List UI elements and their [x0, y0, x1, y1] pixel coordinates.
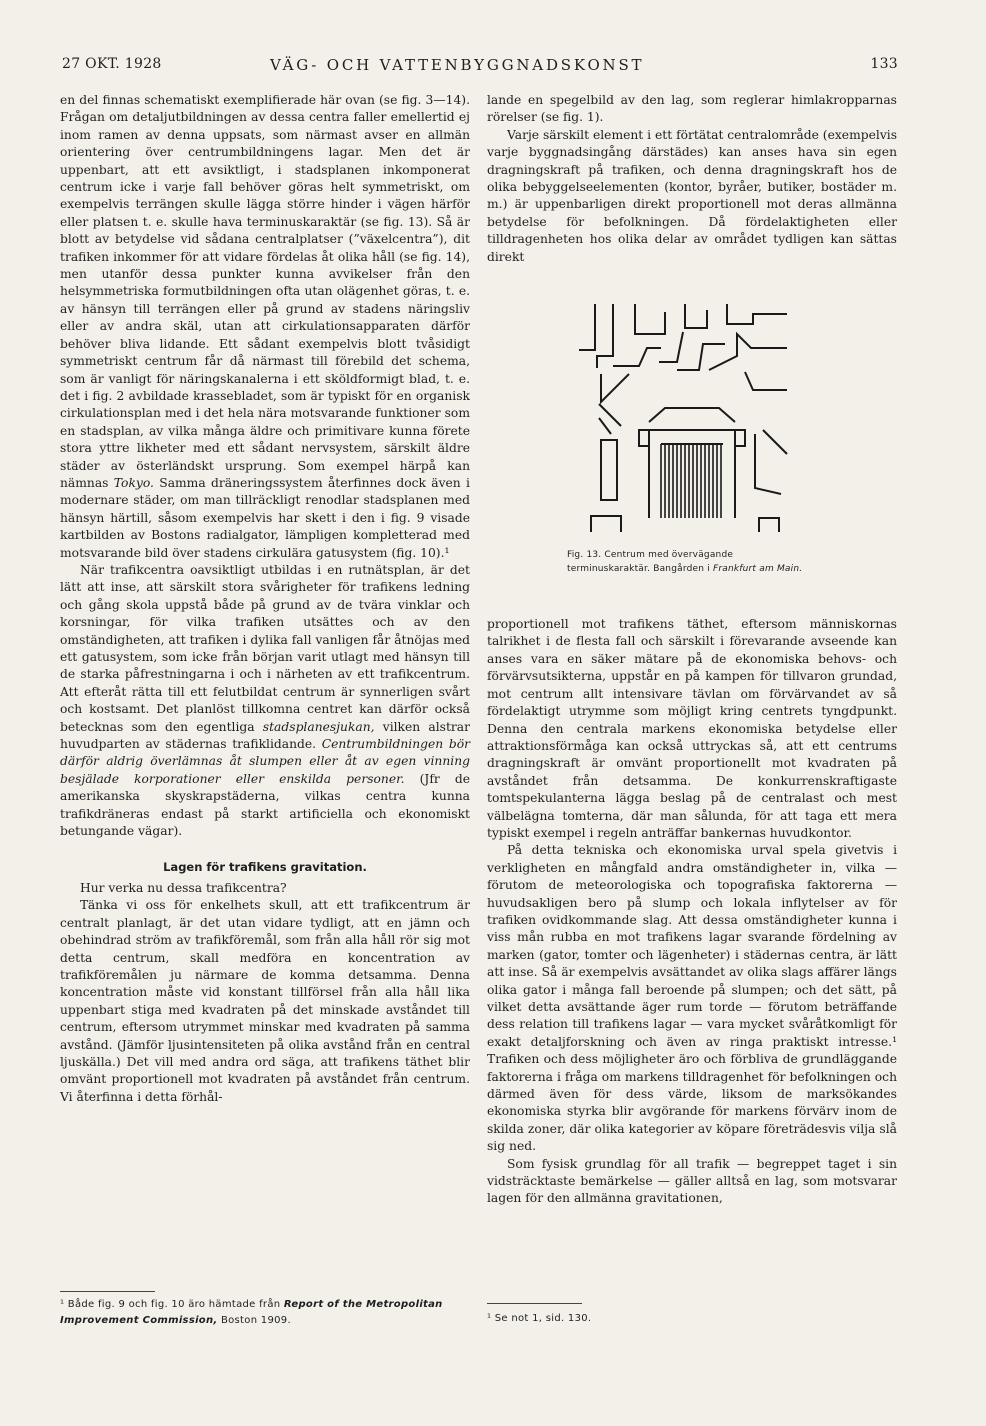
paragraph [60, 92, 470, 562]
paragraph: lande en spegelbild av den lag, som reglerar himlakropparnas rörelser (se fig. 1). [487, 93, 897, 125]
journal-title: VÄG- OCH VATTENBYGGNADSKONST [270, 56, 645, 74]
text-run: När trafikcentra oavsiktligt utbildas i en rutnätsplan, är det lätt att inse, att särskilt stora svårigheter för trafikens ledning och gång skola uppstå både på grund av de tvära vinklar och korsningar, för vilka trafiken utsättes och av den omständigheten, att trafiken i dylika fall vanligen får åtnöjas med ett gatusystem, som icke från början varit utlagt med hänsyn till de starka påfrestningarna i och i närheten av ett trafikcentrum. Att efteråt rätta till ett felutbildat centrum är synnerligen svårt och kostsamt. Det planlöst tillkomna centret kan därför också betecknas som den egentliga [60, 562, 470, 734]
left-column [60, 92, 470, 1106]
station-plan-diagram [577, 304, 807, 534]
section-heading: Lagen för trafikens gravitation. [163, 860, 367, 875]
footnote-text: Boston 1909. [217, 1315, 291, 1326]
paragraph: Hur verka nu dessa trafikcentra? [80, 880, 287, 895]
footnote-rule-left [60, 1291, 155, 1292]
figure-13 [487, 272, 897, 612]
right-column [487, 92, 897, 1208]
paragraph [60, 562, 470, 841]
text-run: vilken alstrar huvudparten av städernas trafiklidande. [60, 719, 470, 752]
caption-place: Frankfurt am Main. [712, 564, 803, 575]
footnote-source: Report of the Metropolitan Improvement Commission, [60, 1299, 443, 1326]
emphasis-tokyo: Tokyo. [113, 475, 154, 490]
text-run: Samma dräneringssystem återfinnes dock även i modernare städer, om man tillräckligt renodlar stadsplanen med hänsyn härtill, såsom exempelvis har skett i den i fig. 9 visade kartbilden av Bostons radialgator, lämpligen kompletterad med motsvarande bild över stadens cirkulära gatusystem (fig. 10).¹ [60, 475, 470, 560]
footnote-rule-right [487, 1303, 582, 1304]
footnote-text: ¹ Både fig. 9 och fig. 10 äro hämtade från [60, 1299, 284, 1310]
footnote-left [60, 1297, 470, 1329]
emphasis: stadsplanesjukan, [262, 719, 375, 734]
page-number: 133 [870, 56, 898, 72]
caption-text: Fig. 13. Centrum med övervägande terminuskaraktär. Bangården i [567, 550, 734, 575]
emphasis: Centrumbildningen bör därför aldrig överlämnas åt slumpen eller åt av egen vinning besjälade korporationer eller enskilda personer. [60, 737, 470, 786]
paragraph: Som fysisk grundlag för all trafik — begreppet taget i sin vidsträcktaste bemärkelse — gäller alltså en lag, som motsvarar lagen för den allmänna gravitationen, [487, 1156, 897, 1206]
paragraph: På detta tekniska och ekonomiska urval spela givetvis i verkligheten en mångfald andra omständigheter in, vilka — förutom de meteorologiska och topografiska faktorerna — huvudsakligen bero på slump och lokala inflytelser av för trafiken ovidkommande slag. Att dessa omständigheter kunna i viss mån rubba en mot trafikens lagar svarande fördelning av marken (gator, tomter och lägenheter) i städernas centra, är lätt att inse. Så är exempelvis avsättandet av olika slags affärer längs olika gator i många fall beroende på slumpen; och det sätt, på vilket detta avsättande äger rum torde — förutom beträffande dess relation till trafikens lagar — vara mycket svåråtkomligt för exakt detaljforskning och även av ringa praktiskt intresse.¹ Trafiken och dess möjligheter äro och förbliva de grundläggande faktorerna i fråga om markens tilldragenhet för befolkningen och därmed även för dess värde, liksom de marksökandes ekonomiska styrka blir avgörande för markens förvärv inom de skilda zoner, där olika kategorier av köpare företrädesvis vilja slå sig ned. [487, 843, 897, 1154]
text-run: (Jfr de amerikanska skyskrapstäderna, vilkas centra kunna trafikdräneras endast på starkt artificiella och ekonomiskt betungande vägar). [60, 771, 470, 839]
header-date: 27 OKT. 1928 [62, 56, 162, 72]
paragraph: Varje särskilt element i ett förtätat centralområde (exempelvis varje byggnadsingång därstädes) kan anses hava sin egen dragningskraft på trafiken, och denna dragningskraft hos de olika bebyggelseelementen (kontor, byråer, butiker, bostäder m. m.) är uppenbarligen direkt proportionell mot deras allmänna betydelse för befolkningen. Då fördelaktigheten eller tilldragenheten hos olika delar av området tydligen kan sättas direkt [487, 127, 898, 264]
figure-caption [567, 548, 817, 576]
text-run: en del finnas schematiskt exemplifierade här ovan (se fig. 3—14). Frågan om detaljutbildningen av dessa centra faller emellertid ej inom ramen av denna uppsats, som närmast avser en allmän orientering över centrumbildningens lagar. Men det är uppenbart, att ett avsiktligt, i stadsplanen inkomponerat centrum icke i varje fall behöver göras helt symmetriskt, om exempelvis terrängen skulle lägga större hinder i vägen härför eller platsen t. e. skulle hava terminuskaraktär (se fig. 13). Så är blott av betydelse vid sådana centralplatser (”växelcentra”), dit trafiken inkommer för att vidare fördelas åt olika håll (se fig. 14), men utanför dessa punkter kunna avvikelser från den helsymmetriska formutbildningen ofta utan olägenhet göras, t. e. av hänsyn till terrängen eller på grund av stadens näringsliv eller av andra skäl, utan att cirkulationsapparaten därför behöver bliva lidande. Ett sådant exempelvis blott tvåsidigt symmetriskt centrum får då närmast till förebild det schema, som är vanligt för näringskanalerna i ett sköldformigt blad, t. e. det i fig. 2 avbildade krassebladet, som är typiskt för en organisk cirkulationsplan med i det hela nära motsvarande funktioner som en stadsplan, av vilka många äldre och primitivare kunna förete stora yttre likheter med ett sådant nervsystem, särskilt äldre städer av österländskt ursprung. Som exempel härpå kan nämnas [60, 93, 470, 490]
paragraph: Tänka vi oss för enkelhets skull, att ett trafikcentrum är centralt planlagt, är det utan vidare tydligt, att en jämn och obehindrad ström av trafikföremål, som från alla håll rör sig mot detta centrum, skall medföra en koncentration av trafikföremålen ju närmare de komma detsamma. Denna koncentration måste vid konstant tillförsel från alla håll lika uppenbart stiga med kvadraten på det minskade avståndet till centrum, eftersom utrymmet minskar med kvadraten på samma avstånd. (Jämför ljusintensiteten på olika avstånd från en central ljuskälla.) Det vill med andra ord säga, att trafikens täthet blir omvänt proportionell mot kvadraten på avståndet från centrum. Vi återfinna i detta förhål- [60, 898, 470, 1104]
footnote-right: ¹ Se not 1, sid. 130. [487, 1313, 592, 1324]
paragraph: proportionell mot trafikens täthet, eftersom människornas talrikhet i de flesta fall och särskilt i förevarande avseende kan anses vara en säker mätare på de ekonomiska behovs- och förvärvsutsikterna, uppstår en på kampen för tillvaron grundad, mot centrum allt intensivare tävlan om förvärvandet av så fördelaktigt utrymme som möjligt kring centrets tyngdpunkt. Denna den centrala markens ekonomiska betydelse eller attraktionsförmåga kan också uttryckas så, att ett centrums dragningskraft är omvänt proportionellt mot kvadraten på avståndet från detsamma. De konkurrenskraftigaste tomtspekulanterna lägga beslag på de centralast och mest välbelägna tomterna, där man sålunda, för att taga ett mera typiskt exempel i regeln anträffar bankernas huvudkontor. [487, 617, 897, 840]
